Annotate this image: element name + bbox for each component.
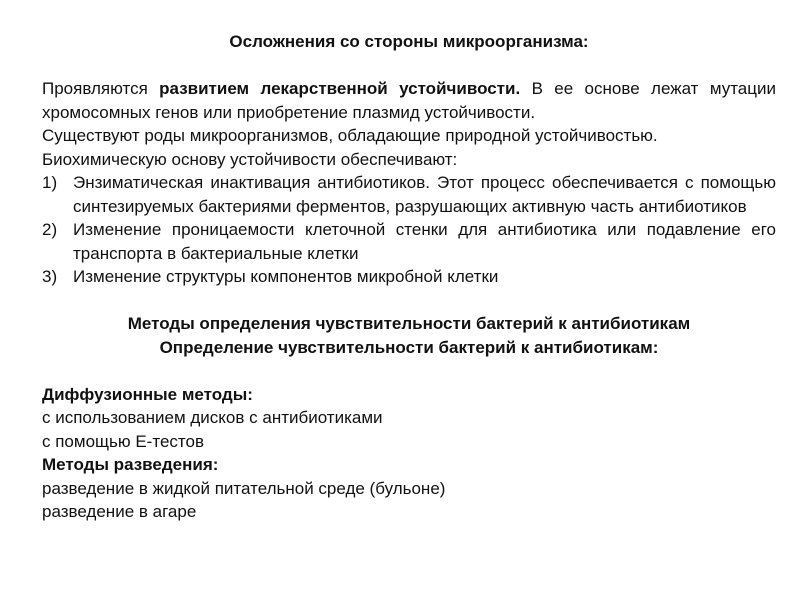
spacer [42, 289, 776, 313]
mechanism-item [42, 171, 776, 218]
dilution-item: разведение в жидкой питательной среде (бульоне) [42, 478, 446, 498]
mechanism-number: 3) [42, 267, 58, 286]
resistance-intro-paragraph [42, 77, 776, 124]
intro-lead-text: Проявляются [42, 79, 160, 98]
methods-subtitle: Определение чувствительности бактерий к антибиотикам: [159, 337, 659, 357]
spacer [42, 359, 776, 383]
intro-bold-text: развитием лекарственной устойчивости. [159, 79, 521, 98]
mechanism-item [42, 265, 776, 289]
complications-title: Осложнения со стороны микроорганизма: [229, 32, 589, 51]
diffusion-heading: Диффузионные методы: [42, 384, 253, 404]
mechanism-text: Изменение структуры компонентов микробной клетки [73, 267, 499, 286]
dilution-item: разведение в агаре [42, 502, 197, 521]
mechanisms-list [42, 171, 776, 289]
spacer [42, 54, 776, 78]
natural-resistance-text: Существуют роды микроорганизмов, обладающие природной устойчивостью. [42, 126, 658, 145]
dilution-heading: Методы разведения: [42, 455, 219, 474]
basis-intro-text: Биохимическую основу устойчивости обеспечивают: [42, 149, 458, 169]
methods-title: Методы определения чувствительности бактерий к антибиотикам [127, 314, 691, 333]
diffusion-item: с помощью Е-тестов [42, 431, 204, 451]
slide-content [42, 30, 776, 524]
intro-rest-text: В ее основе лежат мутации хромосомных генов или приобретение плазмид устойчивости. [42, 79, 776, 122]
mechanism-text: Изменение проницаемости клеточной стенки для антибиотика или подавление его транспорта в бактериальные клетки [73, 220, 776, 263]
mechanism-text: Энзиматическая инактивация антибиотиков. Этот процесс обеспечивается с помощью синтезируемых бактериями ферментов, разрушающих активную часть антибиотиков [73, 173, 776, 216]
mechanism-item [42, 218, 776, 265]
mechanism-number: 1) [42, 173, 58, 192]
diffusion-item: с использованием дисков с антибиотиками [42, 408, 383, 427]
mechanism-number: 2) [42, 220, 58, 239]
